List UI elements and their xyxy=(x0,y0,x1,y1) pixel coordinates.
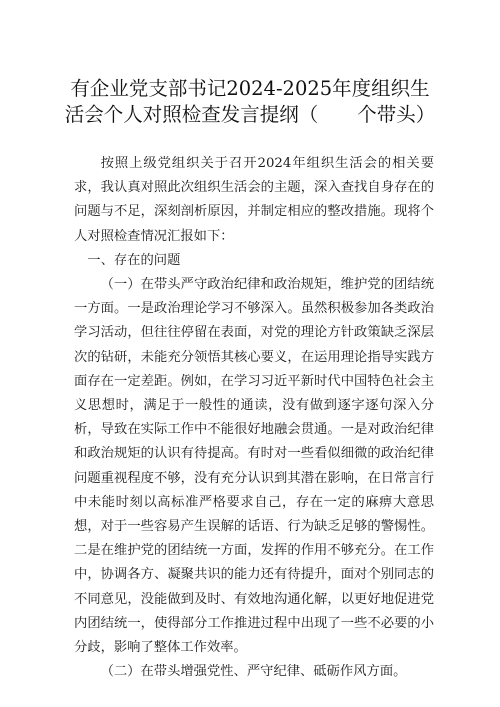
subsection-heading-2: （二）在带头增强党性、严守纪律、砥砺作风方面。 xyxy=(100,664,407,680)
document-body xyxy=(74,152,434,684)
title-line-1: 有企业党支部书记2024-2025年度组织生 xyxy=(70,77,430,100)
intro-paragraph: 按照上级党组织关于召开2024年组织生活会的相关要求，我认真对照此次组织生活会的主题，深入查找自身存在的问题与不足，深刻剖析原因，并制定相应的整改措施。现将个人对照检查情况汇报如下： xyxy=(74,156,434,244)
section-heading-problems: 一、存在的问题 xyxy=(87,252,181,268)
document-title xyxy=(60,76,440,128)
subsection-paragraph-1: （一）在带头严守政治纪律和政治规矩，维护党的团结统一方面。一是政治理论学习不够深入。虽然积极参加各类政治学习活动，但往往停留在表面，对党的理论方针政策缺乏深层次的钻研，未能充分领悟其核心要义，在运用理论指导实践方面存在一定差距。例如，在学习习近平新时代中国特色社会主义思想时，满足于一般性的通读，没有做到逐字逐句深入分析，导致在实际工作中不能很好地融会贯通。一是对政治纪律和政治规矩的认识有待提高。有时对一些看似细微的政治纪律问题重视程度不够，没有充分认识到其潜在影响，在日常言行中未能时刻以高标准严格要求自己，存在一定的麻痹大意思想，对于一些容易产生误解的话语、行为缺乏足够的警惕性。二是在维护党的团结统一方面，发挥的作用不够充分。在工作中，协调各方、凝聚共识的能力还有待提升，面对个别同志的不同意见，没能做到及时、有效地沟通化解，以更好地促进党内团结统一，使得部分工作推进过程中出现了一些不必要的小分歧，影响了整体工作效率。 xyxy=(74,277,434,656)
title-line-2: 活会个人对照检查发言提纲（ 个带头） xyxy=(64,103,436,126)
